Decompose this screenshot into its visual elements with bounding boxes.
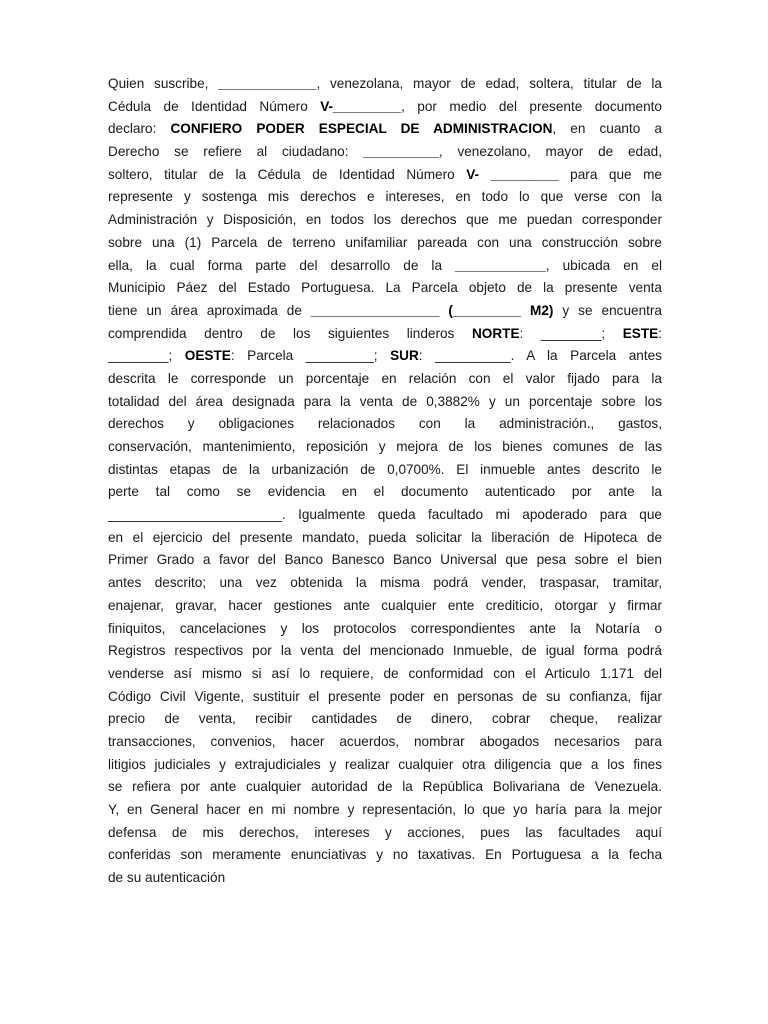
text-line — [108, 323, 662, 346]
text-segment: defensa de mis derechos, intereses y acciones, pues las facultades aquí — [108, 824, 662, 840]
text-segment: totalidad del área designada para la venta de 0,3882% y un porcentaje sobre los — [108, 393, 662, 409]
text-segment: se refiera por ante cualquier autoridad de la República Bolivariana de Venezuela. — [108, 779, 662, 795]
text-line — [108, 844, 662, 867]
text-segment: , por medio del presente documento — [401, 98, 662, 114]
text-line — [108, 96, 662, 119]
text-segment: perte tal como se evidencia en el documento autenticado por ante la — [108, 484, 662, 500]
text-line — [108, 141, 662, 164]
text-line — [108, 255, 662, 278]
text-segment: de su autenticación — [108, 870, 226, 886]
text-segment: descrita le corresponde un porcentaje en relación con el valor fijado para la — [108, 370, 662, 386]
text-line — [108, 799, 662, 822]
text-line — [108, 549, 662, 572]
bold-text: SUR — [390, 348, 419, 364]
text-segment: , en cuanto a — [552, 121, 662, 137]
text-segment: transacciones, convenios, hacer acuerdos, nombrar abogados necesarios para — [108, 733, 662, 749]
text-segment: derechos y obligaciones relacionados con la administración., gastos, — [108, 416, 662, 432]
text-segment: y se encuentra — [553, 302, 662, 318]
text-segment: finiquitos, cancelaciones y los protocolos correspondientes ante la Notaría o — [108, 620, 662, 636]
text-segment: Cédula de Identidad Número — [108, 98, 321, 114]
bold-text: ____________ — [455, 257, 546, 273]
text-line — [108, 368, 662, 391]
text-segment: , ubicada en el — [545, 257, 662, 273]
text-line — [108, 663, 662, 686]
text-line — [108, 640, 662, 663]
text-line — [108, 822, 662, 845]
text-line — [108, 618, 662, 641]
text-line — [108, 73, 662, 96]
text-segment: _______________________. Igualmente queda facultado mi apoderado para que — [108, 507, 662, 523]
text-segment: soltero, titular de la Cédula de Identidad Número — [108, 166, 467, 182]
text-line — [108, 232, 662, 255]
text-segment: precio de venta, recibir cantidades de dinero, cobrar cheque, realizar — [108, 711, 662, 727]
text-line — [108, 391, 662, 414]
text-segment: Y, en General hacer en mi nombre y representación, lo que yo haría para la mejor — [108, 802, 662, 817]
text-segment: declaro: — [108, 121, 171, 137]
bold-text: V-_________ — [320, 98, 402, 114]
bold-text: __________ — [363, 144, 439, 160]
text-segment: : __________. A la Parcela antes — [418, 348, 662, 364]
text-segment: Quien suscribe, — [108, 76, 219, 91]
text-segment: , venezolano, mayor de edad, — [438, 144, 662, 160]
text-line — [108, 118, 662, 141]
text-line — [108, 209, 662, 232]
text-line — [108, 867, 662, 890]
text-segment: Código Civil Vigente, sustituir el presente poder en personas de su confianza, fijar — [108, 688, 662, 704]
text-segment: antes descrito; una vez obtenida la misma podrá vender, traspasar, tramitar, — [108, 575, 662, 591]
text-segment: represente y sostenga mis derechos e intereses, en todo lo que verse con la — [108, 189, 662, 205]
bold-text: _____________ — [218, 76, 317, 91]
text-line — [108, 731, 662, 754]
text-segment: Derecho se refiere al ciudadano: — [108, 144, 364, 160]
text-segment: distintas etapas de la urbanización de 0,0700%. El inmueble antes descrito le — [108, 461, 662, 477]
text-segment: comprendida dentro de los siguientes linderos — [108, 325, 472, 341]
text-line — [108, 413, 662, 436]
text-line — [108, 164, 662, 187]
text-segment: en el ejercicio del presente mandato, pueda solicitar la liberación de Hipoteca de — [108, 529, 662, 545]
text-segment: sobre una (1) Parcela de terreno unifamiliar pareada con una construcción sobre — [108, 234, 662, 250]
text-line — [108, 686, 662, 709]
document-body — [108, 73, 662, 890]
text-line — [108, 527, 662, 550]
text-line — [108, 436, 662, 459]
text-segment: Administración y Disposición, en todos los derechos que me puedan corresponder — [108, 212, 662, 228]
text-segment: ________; — [108, 348, 185, 364]
text-segment: para que me — [558, 166, 662, 182]
bold-text: _________________ (_________ M2) — [310, 302, 554, 318]
bold-text: NORTE — [471, 325, 520, 341]
text-segment: , venezolana, mayor de edad, soltera, titular de la — [316, 76, 662, 91]
text-segment: Registros respectivos por la venta del mencionado Inmueble, de igual forma podrá — [108, 643, 662, 659]
text-segment: conferidas son meramente enunciativas y no taxativas. En Portuguesa a la fecha — [108, 847, 662, 863]
text-segment: : ________; — [519, 325, 623, 341]
text-line — [108, 754, 662, 777]
text-line — [108, 504, 662, 527]
text-segment: enajenar, gravar, hacer gestiones ante cualquier ente crediticio, otorgar y firmar — [108, 597, 662, 613]
text-segment: litigios judiciales y extrajudiciales y realizar cualquier otra diligencia que a los fines — [108, 756, 662, 772]
text-segment: Municipio Páez del Estado Portuguesa. La Parcela objeto de la presente venta — [108, 280, 662, 296]
text-line — [108, 481, 662, 504]
bold-text: ESTE — [622, 325, 659, 341]
text-segment: Primer Grado a favor del Banco Banesco Banco Universal que pesa sobre el bien — [108, 552, 662, 568]
text-line — [108, 300, 662, 323]
text-line — [108, 595, 662, 618]
text-line — [108, 708, 662, 731]
text-line — [108, 186, 662, 209]
text-segment: ella, la cual forma parte del desarrollo de la — [108, 257, 456, 273]
text-segment: tiene un área aproximada de — [108, 302, 311, 318]
text-line — [108, 572, 662, 595]
text-segment: conservación, mantenimiento, reposición y mejora de los bienes comunes de las — [108, 439, 662, 454]
text-segment: venderse así mismo si así lo requiere, de conformidad con el Articulo 1.171 del — [108, 665, 662, 681]
text-line — [108, 345, 662, 368]
text-line — [108, 277, 662, 300]
text-line — [108, 776, 662, 799]
bold-text: V- _________ — [466, 166, 559, 182]
bold-text: OESTE — [184, 348, 231, 364]
text-line — [108, 459, 662, 482]
bold-text: CONFIERO PODER ESPECIAL DE ADMINISTRACION — [170, 121, 553, 137]
text-segment: : — [658, 325, 662, 341]
text-segment: : Parcela _________; — [230, 348, 391, 364]
